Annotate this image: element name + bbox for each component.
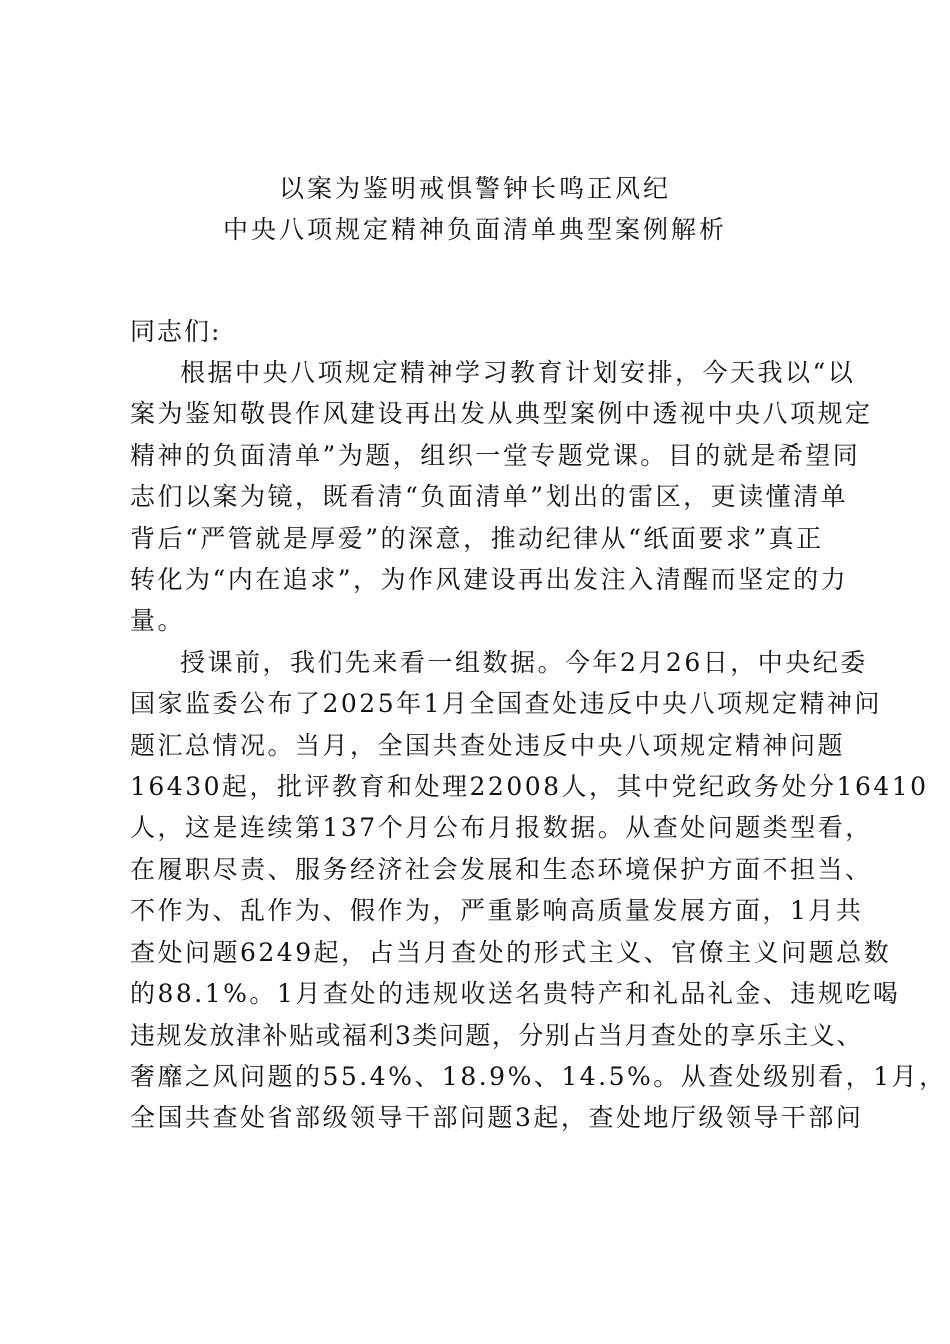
salutation: 同志们: (130, 317, 222, 346)
paragraph-2-line: 的88.1%。1月查处的违规收送名贵特产和礼品礼金、违规吃喝 (130, 979, 901, 1009)
body-text (130, 352, 947, 1139)
paragraph-2-line: 人，这是连续第137个月公布月报数据。从查处问题类型看， (130, 813, 873, 843)
paragraph-1-line: 根据中央八项规定精神学习教育计划安排，今天我以“以 (180, 358, 856, 387)
paragraph-2-line: 在履职尽责、服务经济社会发展和生态环境保护方面不担当、 (130, 854, 873, 884)
paragraph-1-line: 量。 (130, 606, 186, 636)
title-line-2: 中央八项规定精神负面清单典型案例解析 (222, 215, 727, 244)
paragraph-1-line: 案为鉴知敬畏作风建设再出发从典型案例中透视中央八项规定 (130, 399, 873, 429)
paragraph-2-line: 违规发放津补贴或福利3类问题，分别占当月查处的享乐主义、 (130, 1020, 863, 1050)
paragraph-1-line: 精神的负面清单”为题，组织一堂专题党课。目的就是希望同 (130, 440, 861, 470)
paragraph-1-line: 转化为“内在追求”，为作风建设再出发注入清醒而坚定的力 (130, 565, 849, 595)
paragraph-1-line: 志们以案为镜，既看清“负面清单”划出的雷区，更读懂清单 (130, 482, 849, 512)
paragraph-1-line: 背后“严管就是厚爱”的深意，推动纪律从“纸面要求”真正 (130, 523, 824, 553)
paragraph-2-line: 全国共查处省部级领导干部问题3起，查处地厅级领导干部问 (130, 1103, 864, 1133)
document-title (0, 168, 950, 250)
paragraph-2-line: 国家监委公布了2025年1月全国查处违反中央八项规定精神问 (130, 689, 883, 719)
paragraph-2-line: 授课前，我们先来看一组数据。今年2月26日，中央纪委 (180, 647, 868, 677)
paragraph-2-line: 16430起，批评教育和处理22008人，其中党纪政务处分16410 (130, 772, 929, 802)
paragraph-2-line: 题汇总情况。当月，全国共查处违反中央八项规定精神问题 (130, 730, 846, 760)
paragraph-2-line: 查处问题6249起，占当月查处的形式主义、官僚主义问题总数 (130, 937, 892, 967)
paragraph-2-line: 不作为、乱作为、假作为，严重影响高质量发展方面，1月共 (130, 896, 864, 926)
title-line-1: 以案为鉴明戒惧警钟长鸣正风纪 (278, 174, 671, 203)
paragraph-2-line: 奢靡之风问题的55.4%、18.9%、14.5%。从查处级别看，1月， (130, 1061, 947, 1091)
